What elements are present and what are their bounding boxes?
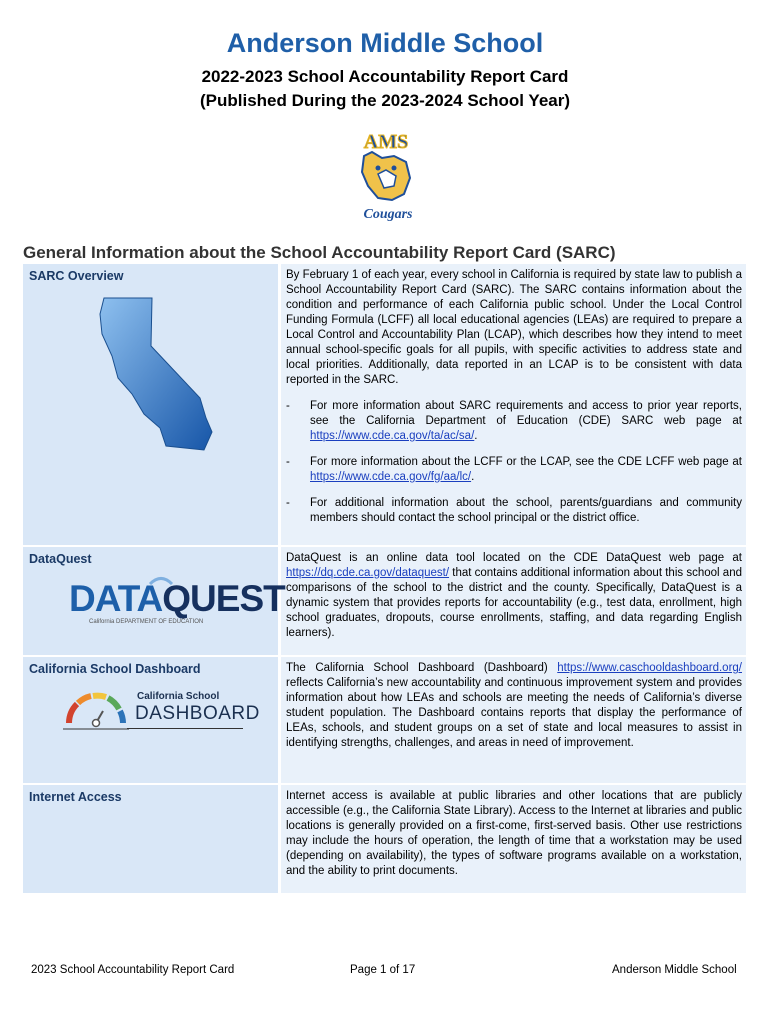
- label-dashboard: California School Dashboard: [29, 662, 201, 676]
- sarc-bullet-2: - For more information about the LCFF or the LCAP, see the CDE LCFF web page at https://www.cde.ca.gov/fg/aa/lc/.: [286, 456, 742, 483]
- cougar-logo: [348, 128, 424, 228]
- footer-page-number: Page 1 of 17: [350, 964, 416, 976]
- section-heading: General Information about the School Accountability Report Card (SARC): [23, 243, 616, 262]
- school-name-title: Anderson Middle School: [226, 28, 544, 58]
- logo-ams-text: AMS: [363, 131, 409, 153]
- lcff-web-page-link[interactable]: https://www.cde.ca.gov/fg/aa/lc/: [310, 471, 472, 483]
- california-map-icon: [96, 296, 222, 452]
- label-dataquest: DataQuest: [29, 552, 92, 566]
- report-title: 2022-2023 School Accountability Report Card: [201, 67, 569, 86]
- internet-access-text: Internet access is available at public libraries and other locations that are publicly accessible (e.g., the California State Library). Access to the Internet at libraries and public locations is generally provided on a first-come, first-served basis. Other use restrictions may include the hours of operation, the length of time that a workstation may be used (depending on availability), the types of software programs available on a workstation, and the ability to print documents.: [281, 785, 746, 893]
- footer-right: Anderson Middle School: [612, 964, 737, 976]
- row-dashboard: California School Dashboard California School DASHBOARD The California School Dashboard (Dashboard) https://www.caschooldashboard.org/ reflects California’s new accountability and continuous improvement system and provides information about how LEAs and schools are meeting the needs of California’s diverse student population. The Dashboard contains reports that display the performance of LEAs, schools, and student groups on a set of state and local measures to assist in identifying strengths, challenges, and areas in need of improvement.: [23, 657, 746, 785]
- logo-cougars-text: Cougars: [363, 207, 413, 222]
- row-sarc-overview: [23, 264, 746, 547]
- footer-left: 2023 School Accountability Report Card: [31, 964, 235, 976]
- row-dataquest: DataQuest DATAQUEST California DEPARTMENT OF EDUCATION DataQuest is an online data tool located on the CDE DataQuest web page at https://dq.cde.ca.gov/dataquest/ that contains additional information about this school and comparisons of the school to the district and the county. Specifically, DataQuest is a dynamic system that provides reports for accountability (e.g., test data, enrollment, high school graduates, dropouts, course enrollments, staffing, and data regarding English learners).: [23, 547, 746, 657]
- magnifier-icon: [148, 575, 174, 585]
- sarc-info-table: [23, 264, 746, 895]
- sarc-bullet-1: - For more information about SARC requirements and access to prior year reports, see the California Department of Education (CDE) SARC web page at https://www.cde.ca.gov/ta/ac/sa/.: [286, 400, 742, 442]
- label-sarc-overview: SARC Overview: [29, 269, 124, 283]
- gauge-icon: [63, 689, 129, 731]
- dataquest-link[interactable]: https://dq.cde.ca.gov/dataquest/: [286, 567, 450, 579]
- sarc-bullet-3: - For additional information about the school, parents/guardians and community members should contact the school principal or the district office.: [286, 497, 742, 524]
- sarc-overview-paragraph: By February 1 of each year, every school in California is required by state law to publish a School Accountability Report Card (SARC). The SARC contains information about the condition and performance of each California public school. Under the Local Control Funding Formula (LCFF) all local educational agencies (LEAs) are required to prepare a Local Control and Accountability Plan (LCAP), which describes how they intend to meet annual school-specific goals for all pupils, with specific activities to address state and local priorities. Additionally, data reported in an LCAP is to be consistent with data reported in the SARC.: [286, 269, 742, 386]
- dashboard-link[interactable]: https://www.caschooldashboard.org/: [557, 662, 742, 674]
- label-internet-access: Internet Access: [29, 790, 122, 804]
- published-line: (Published During the 2023-2024 School Year): [199, 91, 571, 110]
- dataquest-logo: DATAQUEST California DEPARTMENT OF EDUCATION: [69, 575, 239, 629]
- row-internet-access: [23, 785, 746, 895]
- dashboard-logo: California School DASHBOARD: [63, 687, 243, 733]
- sarc-web-page-link[interactable]: https://www.cde.ca.gov/ta/ac/sa/: [310, 430, 475, 442]
